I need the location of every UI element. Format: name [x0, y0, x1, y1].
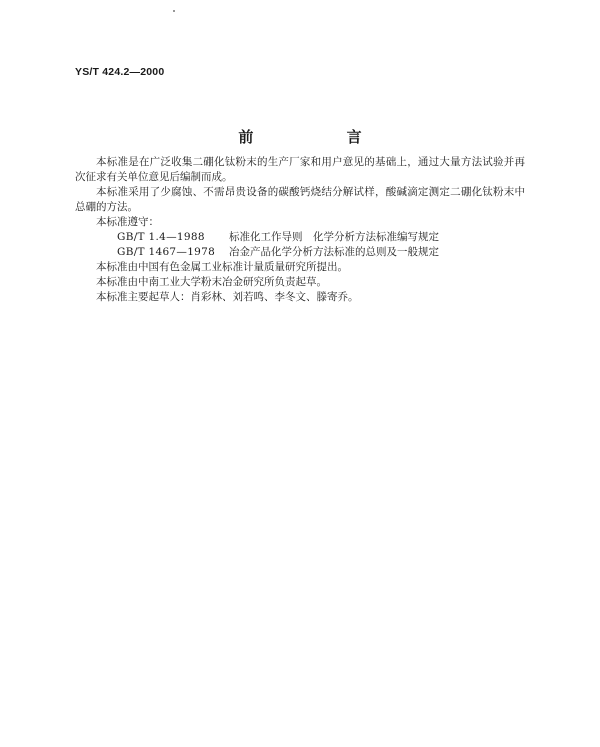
- reference-code: GB/T 1467—1978: [117, 246, 216, 258]
- foreword-body: [75, 155, 525, 305]
- section-title: 前 言: [238, 128, 406, 146]
- reference-code: GB/T 1.4—1988: [117, 231, 205, 243]
- reference-item: [75, 245, 525, 260]
- standard-number: YS/T 424.2—2000: [75, 66, 165, 78]
- foreword-paragraph-4: 本标准由中国有色金属工业标准计量质量研究所提出。: [96, 261, 348, 273]
- foreword-paragraph-5: 本标准由中南工业大学粉末冶金研究所负责起草。: [96, 276, 327, 288]
- reference-name: 标准化工作导则 化学分析方法标准编写规定: [229, 231, 439, 243]
- reference-item: [75, 230, 525, 245]
- foreword-paragraph-1: 本标准是在广泛收集二硼化钛粉末的生产厂家和用户意见的基础上，通过大量方法试验并再次征求有关单位意见后编制而成。: [75, 156, 525, 183]
- scan-speck: [173, 10, 175, 12]
- reference-standards-list: [75, 230, 525, 260]
- reference-name: 冶金产品化学分析方法标准的总则及一般规定: [229, 246, 439, 258]
- foreword-paragraph-6: 本标准主要起草人：肖彩林、刘若鸣、李冬文、滕寄乔。: [96, 291, 359, 303]
- foreword-paragraph-3: 本标准遵守：: [96, 216, 159, 228]
- foreword-paragraph-2: 本标准采用了少腐蚀、不需昂贵设备的碳酸钙烧结分解试样，酸碱滴定测定二硼化钛粉末中总硼的方法。: [75, 186, 525, 213]
